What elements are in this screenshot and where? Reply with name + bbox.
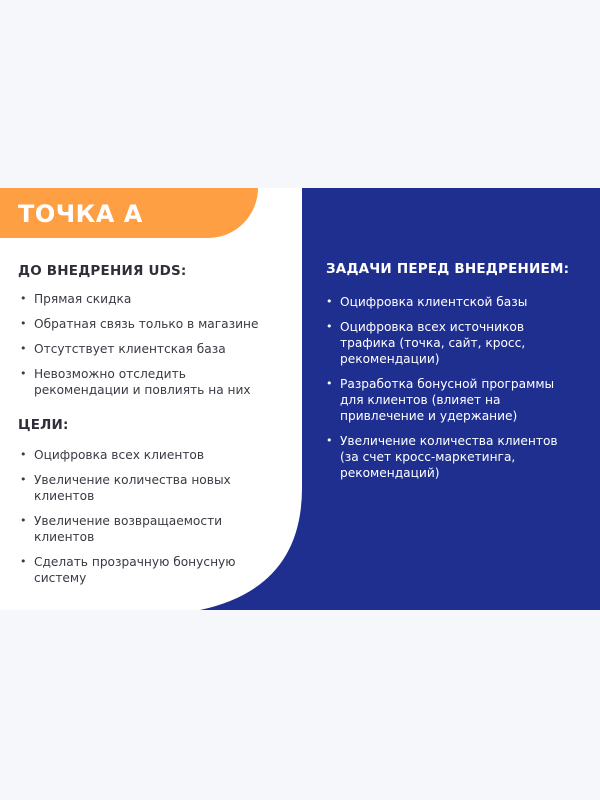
slide <box>0 188 600 610</box>
title-badge <box>0 188 258 238</box>
list-item: • Увеличение количества клиентов (за счет кросс-маркетинга, рекомендаций) <box>326 433 566 481</box>
list-item: • Оцифровка всех клиентов <box>20 447 250 463</box>
list-goals <box>20 447 250 586</box>
list-item: • Увеличение количества новых клиентов <box>20 472 250 504</box>
list-item: • Невозможно отследить рекомендации и повлиять на них <box>20 366 270 398</box>
list-item: • Обратная связь только в магазине <box>20 316 270 332</box>
list-item: • Оцифровка клиентской базы <box>326 294 566 310</box>
section-heading-before-uds: ДО ВНЕДРЕНИЯ UDS: <box>18 263 187 279</box>
section-heading-goals: ЦЕЛИ: <box>18 417 69 433</box>
list-tasks <box>326 294 566 481</box>
list-item: • Сделать прозрачную бонусную систему <box>20 554 250 586</box>
list-item: • Увеличение возвращаемости клиентов <box>20 513 250 545</box>
list-item: • Отсутствует клиентская база <box>20 341 270 357</box>
page-title: ТОЧКА А <box>18 200 143 228</box>
section-heading-tasks: ЗАДАЧИ ПЕРЕД ВНЕДРЕНИЕМ: <box>326 261 570 277</box>
list-item: • Разработка бонусной программы для клиентов (влияет на привлечение и удержание) <box>326 376 566 424</box>
list-item: • Прямая скидка <box>20 291 270 307</box>
list-before-uds <box>20 291 270 398</box>
list-item: • Оцифровка всех источников трафика (точка, сайт, кросс, рекомендации) <box>326 319 566 367</box>
